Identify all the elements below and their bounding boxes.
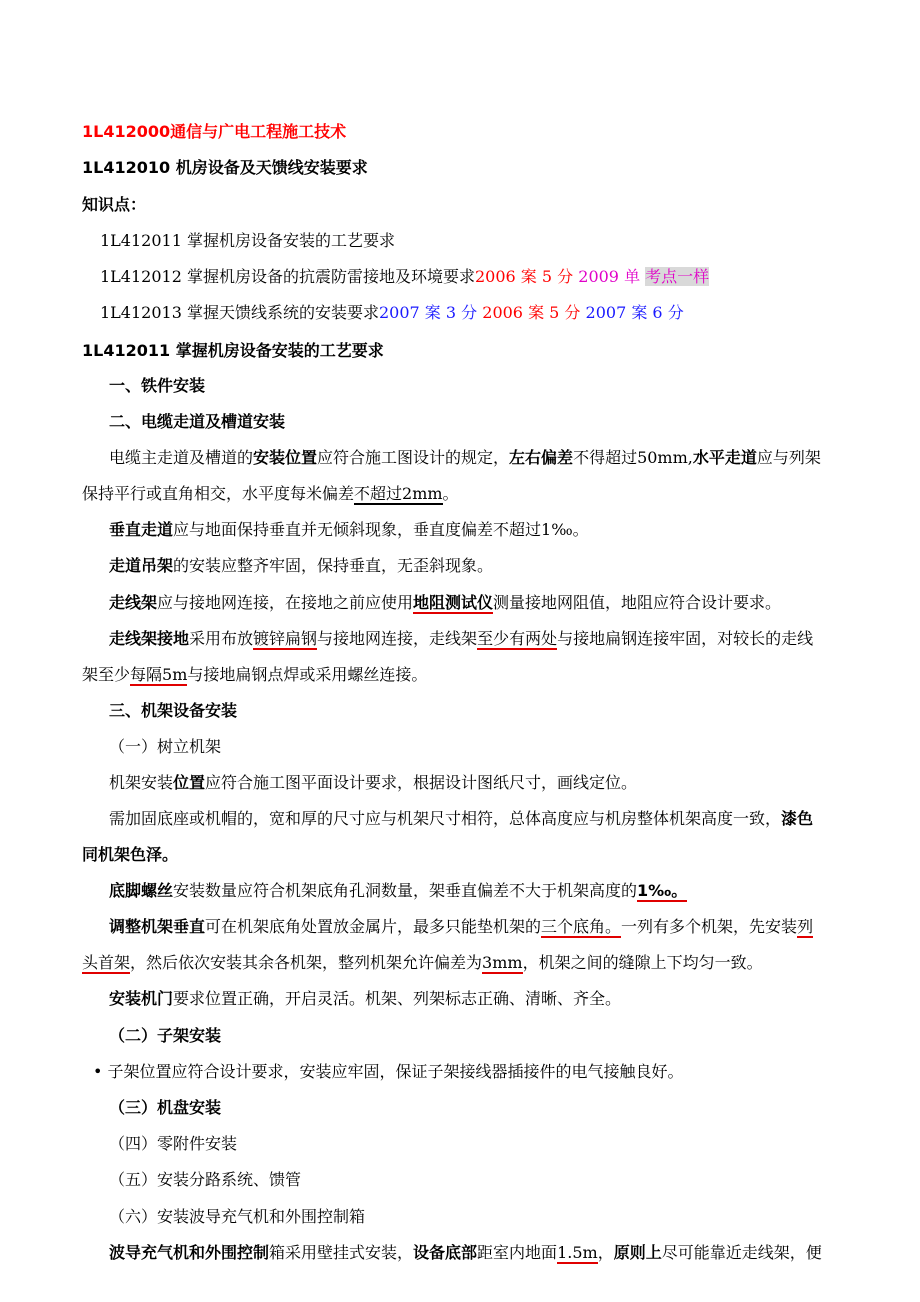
- paragraph-5-line-2: 架至少每隔5m与接地扁钢点焊或采用螺丝连接。: [82, 665, 428, 684]
- subheading-6: （六）安装波导充气机和外围控制箱: [109, 1207, 366, 1226]
- bullet-icon: •: [93, 1062, 103, 1081]
- chapter-title: 1L412000通信与广电工程施工技术: [82, 122, 347, 141]
- paragraph-6: 机架安装位置应符合施工图平面设计要求，根据设计图纸尺寸，画线定位。: [109, 773, 638, 792]
- subheading-4: （四）零附件安装: [109, 1134, 238, 1153]
- paragraph-8: 底脚螺丝安装数量应符合机架底角孔洞数量，架垂直偏差不大于机架高度的1‰。: [109, 881, 688, 900]
- paragraph-7-line-2: 同机架色泽。: [82, 845, 179, 864]
- paragraph-1-line-2: 保持平行或直角相交，水平度每米偏差不超过2mm。: [82, 484, 459, 503]
- paragraph-10: 安装机门要求位置正确，开启灵活。机架、列架标志正确、清晰、齐全。: [109, 989, 622, 1008]
- section-title: 1L412010 机房设备及天馈线安装要求: [82, 158, 368, 177]
- heading-2: 二、电缆走道及槽道安装: [109, 412, 286, 431]
- heading-3: 三、机架设备安装: [109, 701, 238, 720]
- paragraph-4: 走线架应与接地网连接，在接地之前应使用地阻测试仪测量接地网阻值，地阻应符合设计要求。: [109, 593, 782, 612]
- paragraph-7-line-1: 需加固底座或机帽的，宽和厚的尺寸应与机架尺寸相符，总体高度应与机房整体机架高度一致，漆色: [109, 809, 814, 828]
- subheading-1: （一）树立机架: [109, 737, 222, 756]
- paragraph-12: 波导充气机和外围控制箱采用壁挂式安装，设备底部距室内地面1.5m，原则上尽可能靠近走线架，便: [109, 1243, 822, 1262]
- kp-item-1: 1L412011 掌握机房设备安装的工艺要求: [100, 231, 395, 250]
- paragraph-9-line-2: 头首架，然后依次安装其余各机架，整列机架允许偏差为3mm，机架之间的缝隙上下均匀一致。: [82, 953, 763, 972]
- paragraph-11: • 子架位置应符合设计要求，安装应牢固，保证子架接线器插接件的电气接触良好。: [93, 1062, 684, 1081]
- knowledge-points-label: 知识点：: [82, 195, 147, 214]
- paragraph-5-line-1: 走线架接地采用布放镀锌扁钢与接地网连接，走线架至少有两处与接地扁钢连接牢固，对较长的走线: [109, 629, 814, 648]
- kp-item-2: 1L412012 掌握机房设备的抗震防雷接地及环境要求2006 案 5 分 2009 单 考点一样: [100, 267, 710, 286]
- kp-item-3: 1L412013 掌握天馈线系统的安装要求2007 案 3 分 2006 案 5 分 2007 案 6 分: [100, 303, 684, 322]
- subheading-5: （五）安装分路系统、馈管: [109, 1170, 302, 1189]
- subheading-2: （二）子架安装: [109, 1026, 222, 1045]
- heading-1: 一、铁件安装: [109, 376, 206, 395]
- subheading-3: （三）机盘安装: [109, 1098, 222, 1117]
- paragraph-1-line-1: 电缆主走道及槽道的安装位置应符合施工图设计的规定，左右偏差不得超过50mm,水平走道应与列架: [109, 448, 821, 467]
- paragraph-9-line-1: 调整机架垂直可在机架底角处置放金属片，最多只能垫机架的三个底角。一列有多个机架，先安装列: [109, 917, 814, 936]
- paragraph-3: 走道吊架的安装应整齐牢固，保持垂直，无歪斜现象。: [109, 556, 494, 575]
- paragraph-2: 垂直走道应与地面保持垂直并无倾斜现象，垂直度偏差不超过1‰。: [109, 520, 589, 539]
- subsection-title: 1L412011 掌握机房设备安装的工艺要求: [82, 341, 384, 360]
